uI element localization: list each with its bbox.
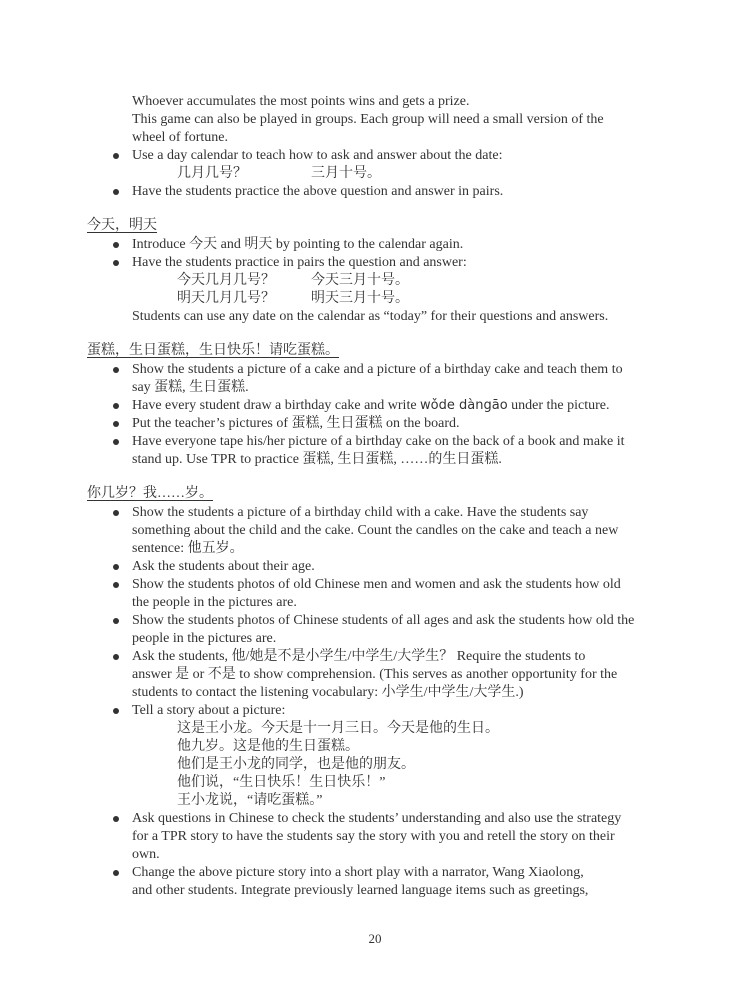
bullet-icon: [113, 816, 119, 822]
s3-b5-line2: answer 是 or 不是 to show comprehension. (This serves as another opportunity for the: [132, 667, 618, 682]
s3-b7-line3: own.: [132, 847, 160, 862]
s1-row1-question: 今天几月几号？: [177, 273, 275, 288]
s1-row2-question: 明天几月几号？: [177, 291, 275, 306]
intro-line-3: wheel of fortune.: [132, 130, 229, 145]
s3-b3-line1: Show the students photos of old Chinese men and women and ask the students how old: [132, 577, 621, 592]
s1-bullet-introduce: Introduce 今天 and 明天 by pointing to the calendar again.: [132, 237, 464, 252]
intro-date-question: 几月几号？: [177, 166, 247, 181]
s3-b7-line1: Ask questions in Chinese to check the students’ understanding and also use the strategy: [132, 811, 622, 826]
bullet-icon: [113, 708, 119, 714]
section-heading-today-tomorrow: 今天，明天: [87, 218, 157, 233]
bullet-icon: [113, 242, 119, 248]
intro-line-2: This game can also be played in groups. Each group will need a small version of the: [132, 112, 604, 127]
s3-b7-line2: for a TPR story to have the students say the story with you and retell the story on their: [132, 829, 615, 844]
s1-row1-answer: 今天三月十号。: [311, 273, 409, 288]
s3-b4-line1: Show the students photos of Chinese students of all ages and ask the students how old the: [132, 613, 635, 628]
bullet-icon: [113, 582, 119, 588]
s3-b3-line2: the people in the pictures are.: [132, 595, 297, 610]
s1-bullet-practice: Have the students practice in pairs the question and answer:: [132, 255, 467, 270]
bullet-icon: [113, 260, 119, 266]
s3-b1-line1: Show the students a picture of a birthday child with a cake. Have the students say: [132, 505, 589, 520]
s2-draw-text-pre: Have every student draw a birthday cake and write: [132, 398, 421, 413]
s2-bullet-teacher-pictures: Put the teacher’s pictures of 蛋糕, 生日蛋糕 on the board.: [132, 416, 460, 431]
intro-date-answer: 三月十号。: [311, 166, 381, 181]
story-line-2: 他九岁。这是他的生日蛋糕。: [177, 739, 359, 754]
s2-bullet-draw-cake: [132, 397, 610, 415]
bullet-icon: [113, 153, 119, 159]
s3-b1-line2: something about the child and the cake. Count the candles on the cake and teach a new: [132, 523, 619, 538]
story-line-3: 他们是王小龙的同学，也是他的朋友。: [177, 757, 415, 772]
s2-bullet-show-cake-line1: Show the students a picture of a cake and a picture of a birthday cake and teach them to: [132, 362, 623, 377]
story-line-4: 他们说，“生日快乐！生日快乐！”: [177, 775, 386, 790]
bullet-icon: [113, 618, 119, 624]
bullet-icon: [113, 870, 119, 876]
bullet-icon: [113, 564, 119, 570]
s3-b8-line2: and other students. Integrate previously learned language items such as greetings,: [132, 883, 589, 898]
bullet-icon: [113, 367, 119, 373]
intro-bullet-calendar: Use a day calendar to teach how to ask and answer about the date:: [132, 148, 503, 163]
s2-draw-text-post: under the picture.: [507, 398, 610, 413]
bullet-icon: [113, 421, 119, 427]
s1-row2-answer: 明天三月十号。: [311, 291, 409, 306]
section-heading-cake: 蛋糕，生日蛋糕，生日快乐！请吃蛋糕。: [87, 343, 339, 358]
s2-bullet-show-cake-line2: say 蛋糕, 生日蛋糕.: [132, 380, 249, 395]
bullet-icon: [113, 403, 119, 409]
s2-bullet-tape-line2: stand up. Use TPR to practice 蛋糕, 生日蛋糕, ……的生日蛋糕.: [132, 452, 502, 467]
s3-b2: Ask the students about their age.: [132, 559, 315, 574]
section-heading-age: 你几岁？我……岁。: [87, 486, 213, 501]
bullet-icon: [113, 189, 119, 195]
story-line-5: 王小龙说，“请吃蛋糕。”: [177, 793, 323, 808]
bullet-icon: [113, 654, 119, 660]
page-number: 20: [368, 931, 382, 946]
s2-bullet-tape-line1: Have everyone tape his/her picture of a birthday cake on the back of a book and make it: [132, 434, 625, 449]
s1-note: Students can use any date on the calendar as “today” for their questions and answers.: [132, 309, 609, 324]
intro-line-1: Whoever accumulates the most points wins and gets a prize.: [132, 94, 470, 109]
s3-b6: Tell a story about a picture:: [132, 703, 286, 718]
s3-b5-line1: Ask the students, 他/她是不是小学生/中学生/大学生？ Require the students to: [132, 649, 586, 664]
s3-b5-line3: students to contact the listening vocabulary: 小学生/中学生/大学生.): [132, 685, 524, 700]
s3-b1-line3: sentence: 他五岁。: [132, 541, 244, 556]
s2-pinyin: wǒde dàngāo: [420, 398, 508, 413]
story-line-1: 这是王小龙。今天是十一月三日。今天是他的生日。: [177, 721, 499, 736]
intro-bullet-pairs: Have the students practice the above question and answer in pairs.: [132, 184, 504, 199]
bullet-icon: [113, 510, 119, 516]
s3-b8-line1: Change the above picture story into a short play with a narrator, Wang Xiaolong,: [132, 865, 584, 880]
s3-b4-line2: people in the pictures are.: [132, 631, 277, 646]
bullet-icon: [113, 439, 119, 445]
